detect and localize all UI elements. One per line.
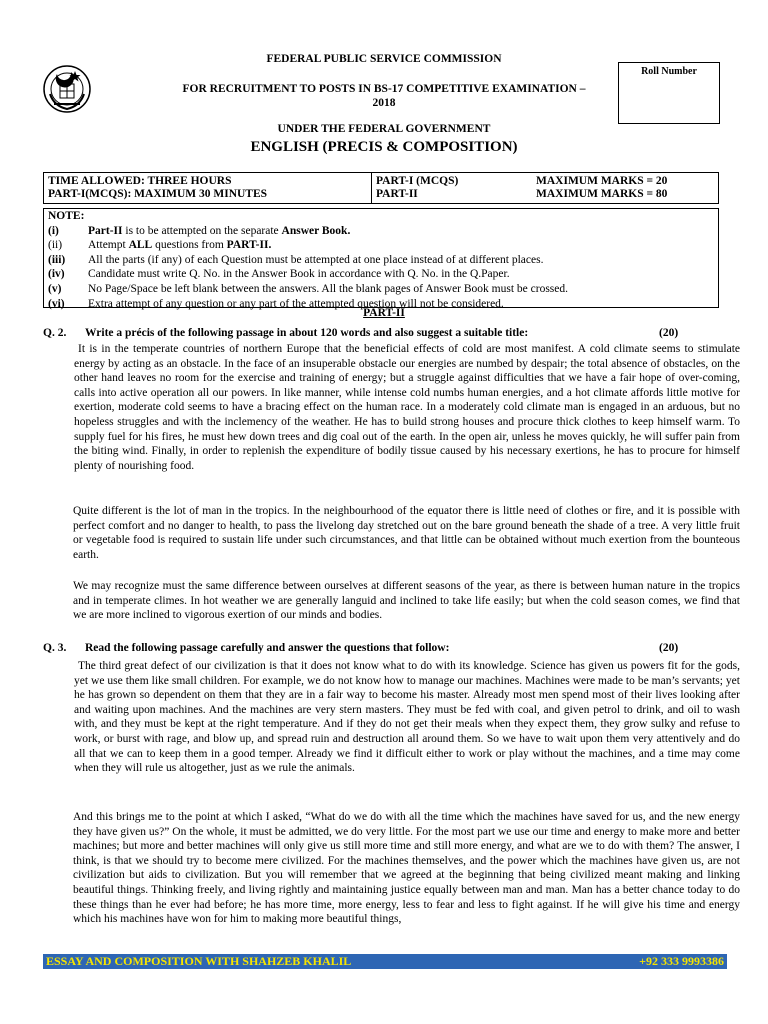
- q3-paragraph: The third great defect of our civilization is that it does not know what to do with its knowledge. Science has given us powers fit for the gods, yet we use them like small children. For example, we do not know how to manage our machines. Machines were made to be man’s servants; yet he has grown so dependent on them that they are in a fair way to become his master. Already most men spend most of their lives looking after and waiting upon machines. And the machines are very stern masters. They must be fed with coal, and given petrol to drink, and oil to wash with, and they must be kept at the right temperature. And if they do not get their meals when they expect them, they grow sulky and refuse to work, or burst with rage, and blow up, and spread ruin and destruction all around them. So we have to wait upon them very attentively and do all that we can to keep them in a good temper. Already we find it difficult either to work or play without the machines, and a time may come when they will rule us altogether, just as we rule the animals.: [74, 660, 740, 775]
- q2-instruction: Write a précis of the following passage in about 120 words and also suggest a suitable title:: [85, 327, 529, 339]
- part2-marks: MAXIMUM MARKS = 80: [536, 188, 668, 200]
- recruitment-line-2: 2018: [372, 97, 396, 109]
- footer-banner: [43, 954, 727, 969]
- footer-title: ESSAY AND COMPOSITION WITH SHAHZEB KHALIL: [46, 954, 352, 968]
- part1-mcq-time: PART-I(MCQS): MAXIMUM 30 MINUTES: [48, 188, 268, 200]
- question-2-header: [43, 327, 719, 339]
- part-title: PART-II: [363, 307, 405, 319]
- note-item: (iii) All the parts (if any) of each Question must be attempted at one place instead of at different places.: [48, 253, 544, 266]
- subject-title: ENGLISH (PRECIS & COMPOSITION): [250, 139, 518, 155]
- q2-paragraph: Quite different is the lot of man in the tropics. In the neighbourhood of the equator there is little need of clothes or fire, and it is possible with perfect comfort and no danger to health, to pass the livelong day stretched out on the bare ground beneath the shade of a tree. A very little fruit or vegetable food is required to sustain life under such circumstances, and that little can be obtained without much exertion from the bounteous earth.: [73, 505, 740, 561]
- q2-number: Q. 2.: [43, 327, 67, 339]
- q2-marks: (20): [659, 327, 679, 339]
- recruitment-line-1: FOR RECRUITMENT TO POSTS IN BS-17 COMPETITIVE EXAMINATION –: [182, 83, 586, 95]
- footer-phone: +92 333 9993386: [639, 954, 724, 968]
- note-box: [43, 208, 719, 308]
- q3-marks: (20): [659, 642, 679, 654]
- org-name: FEDERAL PUBLIC SERVICE COMMISSION: [266, 53, 502, 65]
- q2-paragraph: We may recognize must the same difference between ourselves at different seasons of the year, as there is between human nature in the tropics and in temperate climes. In hot weather we are generally languid and inclined to take life easily; but when the cold season comes, we find that we are more inclined to vigorous exertion of our minds and bodies.: [73, 580, 740, 622]
- q2-paragraph: It is in the temperate countries of northern Europe that the beneficial effects of cold are most manifest. A cold climate seems to stimulate energy by acting as an obstacle. In the face of an insuperable obstacle our energies are numbed by despair; the total absence of obstacles, on the other hand leaves no room for the exercise and training of energy; but a struggle against difficulties that we have a fair hope of over-coming, calls into active operation all our powers. In like manner, while intense cold numbs human energies, and a hot climate affords little motive for exertion, moderate cold seems to have a bracing effect on the human race. In a moderately cold climate man is engaged in an arduous, but no hopeless struggles and with the inclemency of the weather. He has to build strong houses and procure thick clothes to keep himself warm. To supply fuel for his fires, he must hew down trees and dig coal out of the earth. In the open air, unless he moves quickly, he will suffer pain from the biting wind. Finally, in order to replenish the expenditure of bodily tissue caused by his necessary exertions, he has to procure for himself plenty of nourishing food.: [74, 343, 740, 472]
- government-line: UNDER THE FEDERAL GOVERNMENT: [277, 123, 491, 135]
- part1-marks: MAXIMUM MARKS = 20: [536, 175, 668, 187]
- part2-label: PART-II: [376, 188, 418, 200]
- roll-number-box[interactable]: [618, 62, 720, 124]
- time-allowed: TIME ALLOWED: THREE HOURS: [48, 175, 232, 187]
- note-item: (v) No Page/Space be left blank between the answers. All the blank pages of Answer Book must be crossed.: [48, 282, 569, 295]
- q3-instruction: Read the following passage carefully and answer the questions that follow:: [85, 642, 450, 654]
- roll-number-label: Roll Number: [641, 66, 697, 77]
- note-item: (ii) Attempt ALL questions from PART-II.: [48, 239, 272, 252]
- note-item: (iv) Candidate must write Q. No. in the Answer Book in accordance with Q. No. in the Q.Paper.: [48, 268, 510, 281]
- question-3-header: [43, 642, 719, 654]
- note-item: (i) Part-II is to be attempted on the separate Answer Book.: [48, 224, 351, 237]
- q3-paragraph: And this brings me to the point at which I asked, “What do we do with all the time which the machines have saved for us, and the new energy they have given us?” On the whole, it must be admitted, we do very little. For the most part we use our time and energy to make more and better machines; but more and better machines will only give us still more time and still more energy, and what are we to do with them? The answer, I think, is that we should try to become mere civilized. For the machines themselves, and the power which the machines have given us, are not civilization but aids to civilization. But you will remember that we agreed at the beginning that being civilized meant making and linking beautiful things. Thinking freely, and living rightly and maintaining justice equally between man and man. Man has a better chance today to do these things than he ever had before; he has more time, more energy, less to fear and less to fight against. If he will give his time and energy which his machines have won for him to making more beautiful things,: [73, 811, 740, 926]
- exam-info-table: [43, 172, 719, 204]
- note-title: NOTE:: [48, 210, 85, 222]
- note-item: (vi) Extra attempt of any question or any part of the attempted question will not be considered.: [48, 297, 504, 310]
- part1-label: PART-I (MCQS): [376, 175, 459, 187]
- q3-number: Q. 3.: [43, 642, 67, 654]
